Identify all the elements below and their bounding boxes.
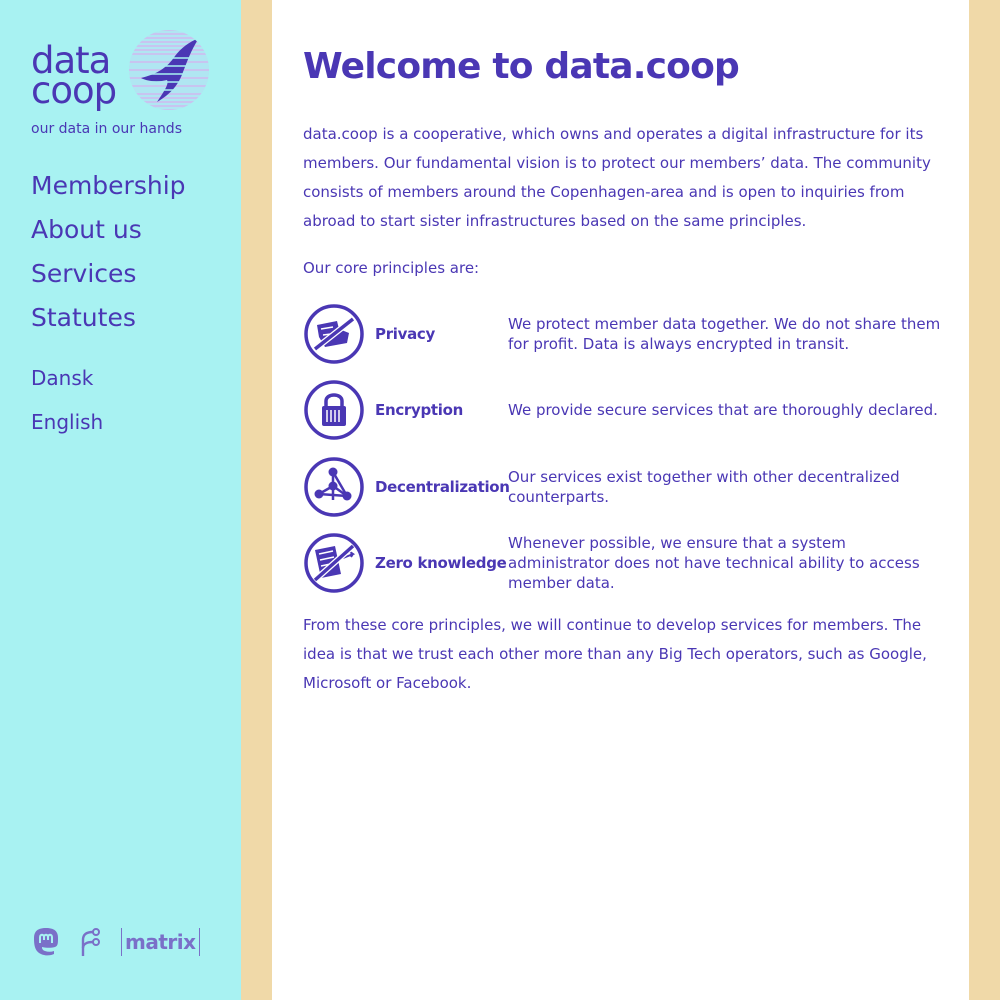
mastodon-icon[interactable] [31, 926, 61, 958]
principle-zero-knowledge [303, 532, 943, 596]
core-principles-label: Our core principles are: [303, 259, 480, 277]
page-title: Welcome to data.coop [303, 46, 740, 87]
lock-icon [303, 379, 365, 441]
principle-description: We provide secure services that are thoroughly declared. [508, 401, 938, 419]
principle-description: We protect member data together. We do not share them for profit. Data is always encrypted in transit. [508, 315, 941, 353]
accent-stripe-left [241, 0, 272, 1000]
outro-paragraph: From these core principles, we will continue to develop services for members. The idea is that we trust each other more than any Big Tech operators, such as Google, Microsoft or Facebook. [303, 616, 927, 692]
zero-knowledge-icon [303, 532, 365, 594]
logo-text: data coop [31, 39, 117, 112]
principle-encryption [303, 379, 943, 443]
social-links [31, 924, 200, 960]
matrix-link[interactable]: matrix [121, 928, 200, 956]
principle-name: Encryption [375, 401, 464, 419]
nav-item-about-us[interactable]: About us [31, 215, 142, 244]
forgejo-icon[interactable] [71, 926, 107, 958]
tagline: our data in our hands [31, 121, 182, 137]
nav-item-statutes[interactable]: Statutes [31, 303, 136, 332]
language-english[interactable]: English [31, 410, 104, 434]
network-icon [303, 456, 365, 518]
principle-description: Whenever possible, we ensure that a system administrator does not have technical ability to access member data. [508, 534, 920, 592]
main-nav [31, 164, 186, 340]
nav-item-services[interactable]: Services [31, 259, 137, 288]
principle-name: Decentralization [375, 478, 510, 496]
nav-item-membership[interactable]: Membership [31, 171, 186, 200]
principle-decentralization [303, 456, 943, 520]
principle-privacy [303, 303, 943, 367]
privacy-icon [303, 303, 365, 365]
principle-description: Our services exist together with other decentralized counterparts. [508, 468, 900, 506]
intro-paragraph: data.coop is a cooperative, which owns and operates a digital infrastructure for its members. Our fundamental vision is to protect our members’ data. The community consists of members around the Copenhagen-area and is open to inquiries from abroad to start sister infrastructures based on the same principles. [303, 125, 931, 230]
accent-stripe-right [969, 0, 1000, 1000]
sidebar [0, 0, 241, 1000]
principle-name: Zero knowledge [375, 554, 507, 572]
language-switcher [31, 356, 103, 444]
principle-name: Privacy [375, 325, 436, 343]
logo-globe-icon [127, 28, 211, 112]
main-content [272, 0, 969, 1000]
logo[interactable] [31, 32, 211, 118]
language-dansk[interactable]: Dansk [31, 366, 94, 390]
